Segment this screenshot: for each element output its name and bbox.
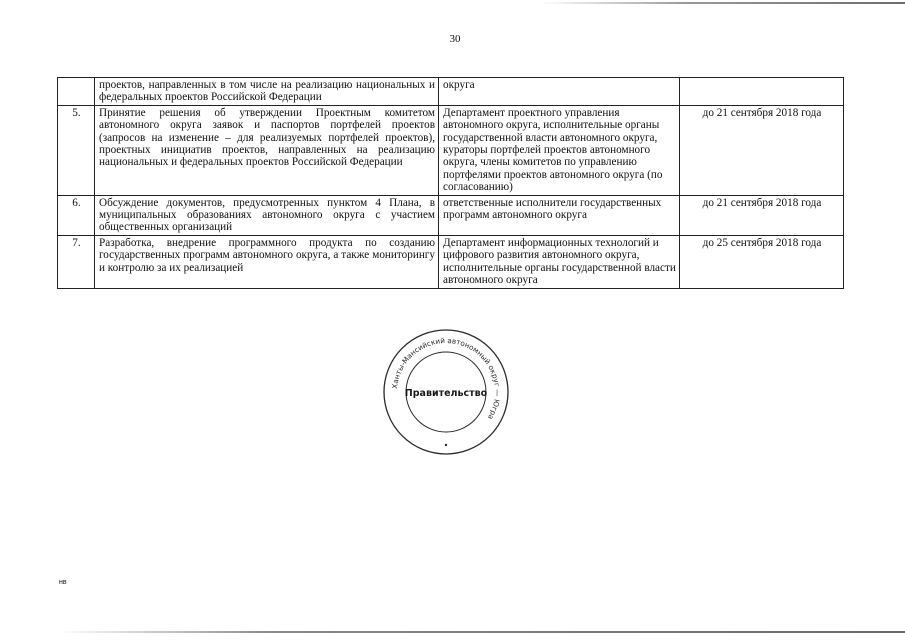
seal-center-text: Правительство: [404, 388, 488, 399]
row-number: 6.: [58, 195, 95, 235]
deadline-text: до 21 сентября 2018 года: [680, 195, 844, 235]
row-number: 5.: [58, 105, 95, 195]
deadline-text: до 21 сентября 2018 года: [680, 105, 844, 195]
task-text: Принятие решения об утверждении Проектным комитетом автономного округа заявок и паспортов портфелей проектов (запросов на изменение – для реализуемых портфелей проектов), проектных инициатив проектов, направленных на реализацию национальных и федеральных проектов Российской Федерации: [95, 105, 439, 195]
page-number: 30: [449, 33, 461, 45]
official-seal: [381, 327, 511, 457]
table-row: [58, 235, 844, 288]
task-text: Разработка, внедрение программного продукта по созданию государственных программ автономного округа, а также мониторингу и контролю за их реализацией: [95, 235, 439, 288]
table-row: [58, 105, 844, 195]
footer-code: нв: [59, 579, 67, 586]
task-text: проектов, направленных в том числе на реализацию национальных и федеральных проектов Российской Федерации: [95, 78, 439, 106]
executors-text: округа: [439, 78, 680, 106]
row-number: [58, 78, 95, 106]
row-number: 7.: [58, 235, 95, 288]
executors-text: Департамент проектного управления автономного округа, исполнительные органы государственной власти автономного округа, кураторы портфелей проектов автономного округа, члены комитетов по управлению портфелями проектов автономного округа (по согласованию): [439, 105, 680, 195]
table-row: [58, 78, 844, 106]
task-text: Обсуждение документов, предусмотренных пунктом 4 Плана, в муниципальных образованиях автономного округа с участием общественных организаций: [95, 195, 439, 235]
executors-text: ответственные исполнители государственных программ автономного округа: [439, 195, 680, 235]
seal-ring-text: Ханты-Мансийский автономный округ — Югра: [390, 335, 503, 422]
scan-edge-bottom: [60, 631, 905, 633]
scan-edge-top: [540, 2, 905, 4]
seal-dot: [445, 444, 447, 446]
executors-text: Департамент информационных технологий и цифрового развития автономного округа, исполнительные органы государственной власти автономного округа: [439, 235, 680, 288]
deadline-text: до 25 сентября 2018 года: [680, 235, 844, 288]
plan-table: [57, 77, 844, 289]
deadline-text: [680, 78, 844, 106]
table-row: [58, 195, 844, 235]
